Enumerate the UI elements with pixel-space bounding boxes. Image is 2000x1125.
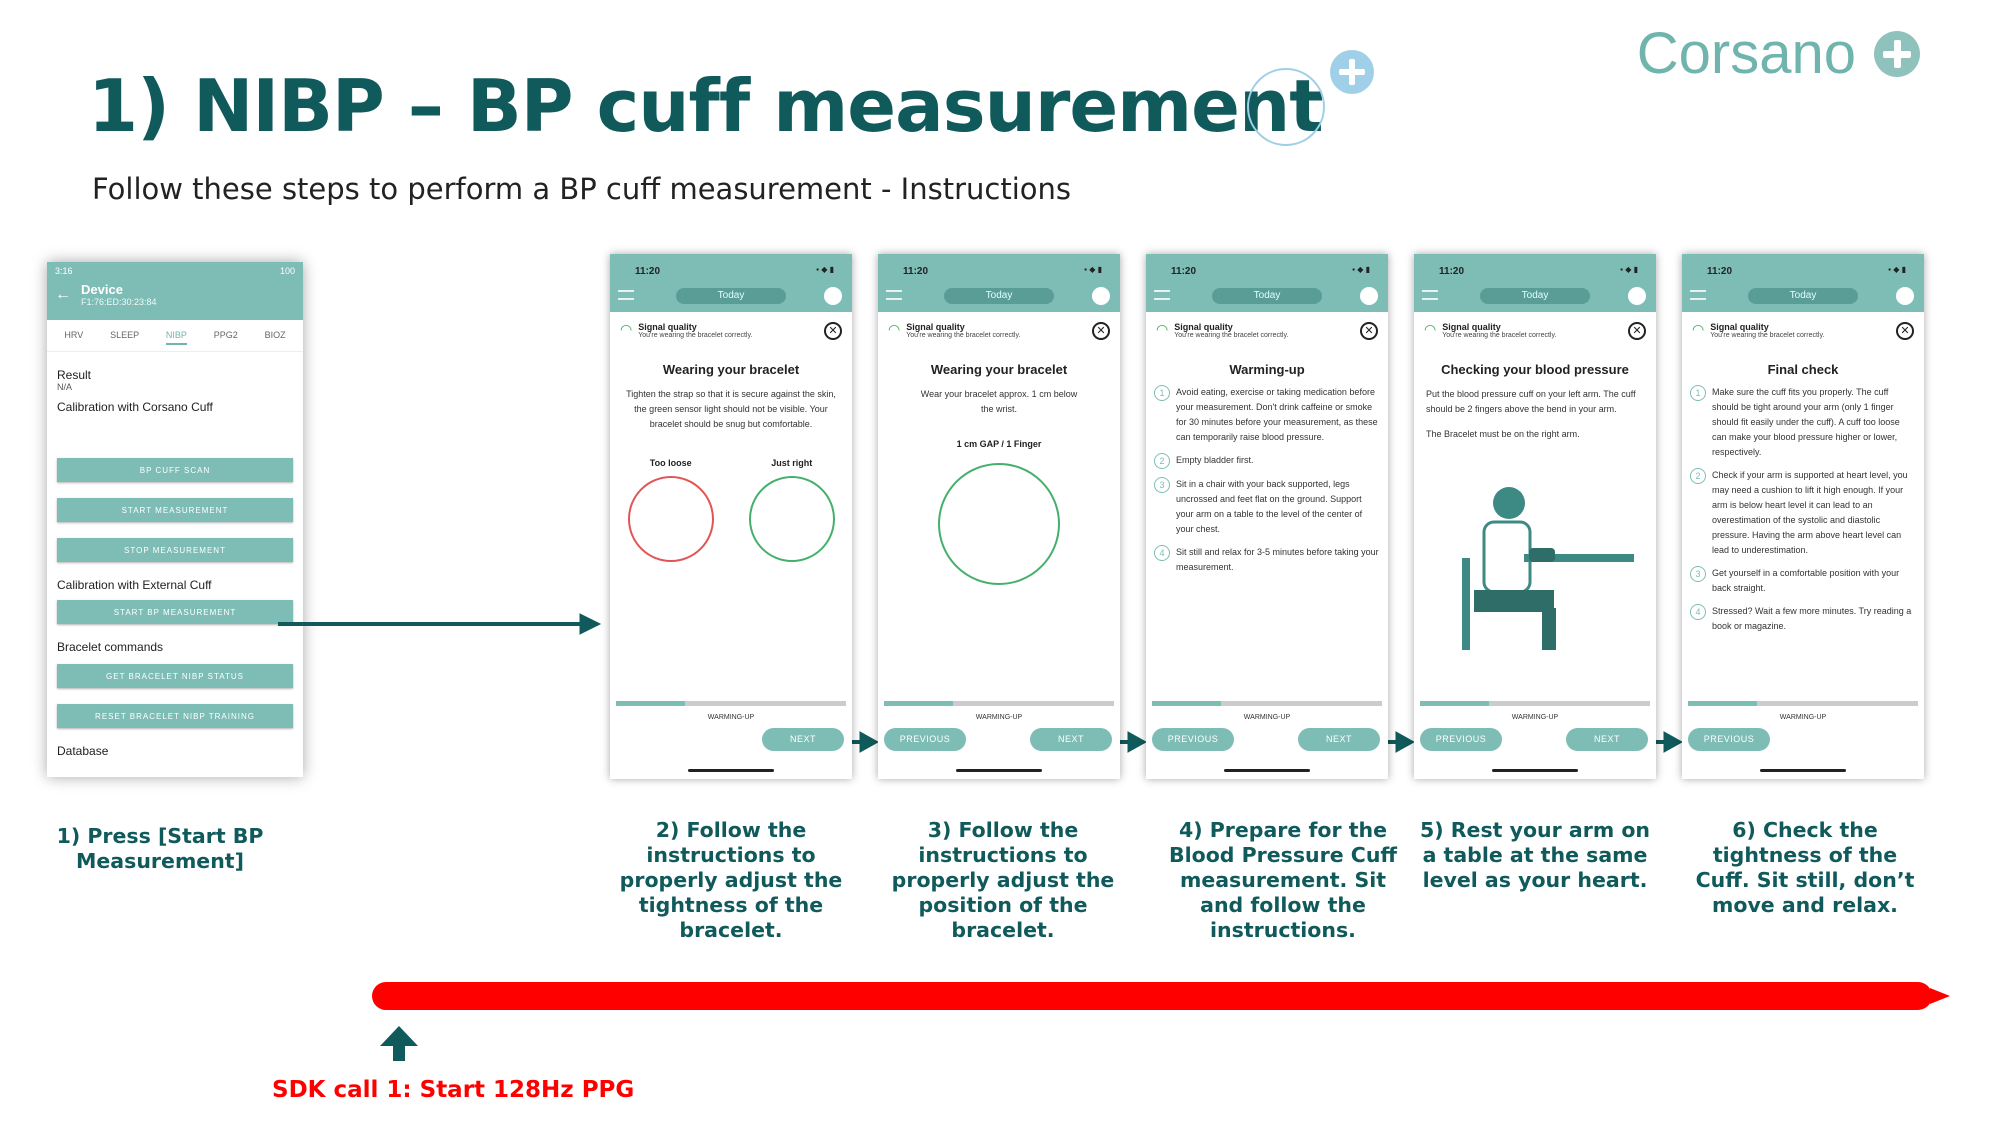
- wifi-icon: ◠: [1424, 321, 1437, 337]
- tab-bioz[interactable]: BIOZ: [264, 330, 286, 340]
- step-text: Sit in a chair with your back supported, legs uncrossed and feet flat on the ground. Support your arm on a table to the level of the center of your chest.: [1176, 479, 1363, 534]
- reset-training-button[interactable]: RESET BRACELET NIBP TRAINING: [57, 704, 293, 728]
- caption-3: 3) Follow the instructions to properly adjust the position of the bracelet.: [891, 818, 1115, 942]
- list-item: [1690, 566, 1916, 596]
- phone-header: [1414, 254, 1656, 312]
- progress-label: WARMING-UP: [1243, 714, 1291, 721]
- menu-icon[interactable]: [1422, 290, 1438, 300]
- next-button[interactable]: NEXT: [1030, 728, 1112, 751]
- previous-button[interactable]: PREVIOUS: [1152, 728, 1234, 751]
- previous-button[interactable]: PREVIOUS: [1688, 728, 1770, 751]
- phone-header: [1682, 254, 1924, 312]
- arrow-2-head: [1128, 732, 1146, 752]
- sq-sub: You're wearing the bracelet correctly.: [1174, 332, 1289, 339]
- result-value: N/A: [57, 382, 73, 392]
- battery-badge: 100: [279, 266, 295, 276]
- step-text: Stressed? Wait a few more minutes. Try reading a book or magazine.: [1712, 606, 1912, 631]
- signal-quality: [610, 312, 852, 340]
- phone-3: [1146, 254, 1388, 779]
- watch-icon[interactable]: [1360, 287, 1378, 305]
- menu-icon[interactable]: [618, 290, 634, 300]
- phone-title: Final check: [1767, 362, 1839, 377]
- phone-header: [1146, 254, 1388, 312]
- previous-button[interactable]: PREVIOUS: [884, 728, 966, 751]
- close-icon[interactable]: ✕: [1092, 322, 1110, 340]
- seated-person-illustration: [1414, 458, 1656, 658]
- phone-header: [610, 254, 852, 312]
- phone-title: Warming-up: [1229, 362, 1305, 377]
- too-loose-image: [628, 476, 714, 562]
- list-item: [1154, 545, 1380, 575]
- just-right-image: [749, 476, 835, 562]
- step-number: 3: [1690, 566, 1706, 582]
- step-text: Avoid eating, exercise or taking medication before your measurement. Don't drink caffeine or smoke for 30 minutes before your measurement, as these can temporarily raise blood pressure.: [1176, 387, 1378, 442]
- progress-bar: [1420, 701, 1650, 706]
- next-button[interactable]: NEXT: [1298, 728, 1380, 751]
- previous-button[interactable]: PREVIOUS: [1420, 728, 1502, 751]
- sq-sub: You're wearing the bracelet correctly.: [1442, 332, 1557, 339]
- home-indicator: [688, 769, 774, 772]
- step-text: Sit still and relax for 3-5 minutes before taking your measurement.: [1176, 547, 1379, 572]
- menu-icon[interactable]: [1154, 290, 1170, 300]
- phone-5: [1682, 254, 1924, 779]
- sq-sub: You're wearing the bracelet correctly.: [638, 332, 753, 339]
- phone-title: Wearing your bracelet: [662, 362, 800, 377]
- home-indicator: [1760, 769, 1846, 772]
- watch-icon[interactable]: [1896, 287, 1914, 305]
- signal-quality: [1682, 312, 1924, 340]
- gap-label: 1 cm GAP / 1 Finger: [956, 439, 1042, 449]
- list-item: [1154, 477, 1380, 537]
- progress-bar: [884, 701, 1114, 706]
- progress-bar: [616, 701, 846, 706]
- signal-quality: [1146, 312, 1388, 340]
- arrow-4-head: [1664, 732, 1682, 752]
- back-arrow-icon[interactable]: ←: [55, 285, 71, 303]
- step-number: 2: [1154, 453, 1170, 469]
- list-item: [1690, 468, 1916, 558]
- arrow-main-head: [580, 614, 600, 634]
- today-selector[interactable]: Today: [1480, 288, 1590, 304]
- progress-bar: [1688, 701, 1918, 706]
- watch-icon[interactable]: [1628, 287, 1646, 305]
- home-indicator: [1224, 769, 1310, 772]
- phone-text-2: The Bracelet must be on the right arm.: [1426, 429, 1580, 439]
- signal-quality: [1414, 312, 1656, 340]
- wifi-icon: ◠: [620, 321, 633, 337]
- progress-fill: [1420, 701, 1489, 706]
- step-number: 2: [1690, 468, 1706, 484]
- phone-time: 11:20: [903, 266, 929, 277]
- step-text: Get yourself in a comfortable position with your back straight.: [1712, 568, 1900, 593]
- today-selector[interactable]: Today: [1212, 288, 1322, 304]
- timeline-bar: [372, 982, 1932, 1010]
- progress-fill: [616, 701, 685, 706]
- today-selector[interactable]: Today: [1748, 288, 1858, 304]
- step-number: 1: [1690, 385, 1706, 401]
- menu-icon[interactable]: [1690, 290, 1706, 300]
- logo-text: Corsano: [1636, 21, 1856, 86]
- progress-fill: [884, 701, 953, 706]
- status-icons: ▪ ◆ ▮: [1888, 265, 1906, 274]
- stop-measurement-button[interactable]: STOP MEASUREMENT: [57, 538, 293, 562]
- wifi-icon: ◠: [1692, 321, 1705, 337]
- step-text: Empty bladder first.: [1176, 455, 1254, 465]
- list-item: [1690, 385, 1916, 460]
- phone-4: [1414, 254, 1656, 779]
- sq-sub: You're wearing the bracelet correctly.: [1710, 332, 1825, 339]
- step-number: 4: [1154, 545, 1170, 561]
- step-number: 1: [1154, 385, 1170, 401]
- phone-time: 11:20: [635, 266, 661, 277]
- sdk-arrow-head: [380, 1026, 418, 1046]
- arrow-1-head: [860, 732, 878, 752]
- close-icon[interactable]: ✕: [824, 322, 842, 340]
- list-item: [1154, 453, 1380, 469]
- watch-icon[interactable]: [1092, 287, 1110, 305]
- step-number: 3: [1154, 477, 1170, 493]
- progress-label: WARMING-UP: [707, 714, 755, 721]
- caption-5: 5) Rest your arm on a table at the same level as your heart.: [1420, 818, 1651, 892]
- sq-title: Signal quality: [638, 322, 697, 332]
- database-label: Database: [57, 744, 109, 758]
- start-measurement-button[interactable]: START MEASUREMENT: [57, 498, 293, 522]
- close-icon[interactable]: ✕: [1628, 322, 1646, 340]
- caption-6: 6) Check the tightness of the Cuff. Sit still, don’t move and relax.: [1695, 818, 1915, 917]
- sq-title: Signal quality: [906, 322, 965, 332]
- status-icons: ▪ ◆ ▮: [1084, 265, 1102, 274]
- phone-text: Put the blood pressure cuff on your left arm. The cuff should be 2 fingers above the bend in your arm.: [1426, 389, 1636, 414]
- caption-2: 2) Follow the instructions to properly adjust the tightness of the bracelet.: [619, 818, 843, 942]
- phone-title: Wearing your bracelet: [930, 362, 1068, 377]
- progress-fill: [1152, 701, 1221, 706]
- phone-time: 11:20: [1171, 266, 1197, 277]
- page-subtitle: Follow these steps to perform a BP cuff measurement - Instructions: [92, 172, 1071, 206]
- steps-list: [1682, 377, 1924, 650]
- close-icon[interactable]: ✕: [1360, 322, 1378, 340]
- progress-label: WARMING-UP: [1511, 714, 1559, 721]
- next-button[interactable]: NEXT: [762, 728, 844, 751]
- tab-sleep[interactable]: SLEEP: [110, 330, 140, 340]
- close-icon[interactable]: ✕: [1896, 322, 1914, 340]
- sdk-call-label: SDK call 1: Start 128Hz PPG: [272, 1077, 635, 1103]
- sq-title: Signal quality: [1442, 322, 1501, 332]
- status-icons: ▪ ◆ ▮: [1620, 265, 1638, 274]
- phone-text: Tighten the strap so that it is secure against the skin, the green sensor light should not be visible. Your bracelet should be snug but comfortable.: [626, 389, 836, 429]
- phone-text: Wear your bracelet approx. 1 cm below the wrist.: [920, 389, 1078, 414]
- just-right-label: Just right: [771, 458, 813, 468]
- status-icons: ▪ ◆ ▮: [1352, 265, 1370, 274]
- result-label: Result: [57, 368, 92, 382]
- tab-hrv[interactable]: HRV: [64, 330, 84, 340]
- too-loose-label: Too loose: [649, 458, 692, 468]
- phone-time: 11:20: [1707, 266, 1733, 277]
- start-bp-measurement-button[interactable]: START BP MEASUREMENT: [57, 600, 293, 624]
- progress-bar: [1152, 701, 1382, 706]
- device-title: Device: [81, 282, 123, 297]
- menu-icon[interactable]: [886, 290, 902, 300]
- watch-icon[interactable]: [824, 287, 842, 305]
- progress-label: WARMING-UP: [975, 714, 1023, 721]
- next-button[interactable]: NEXT: [1566, 728, 1648, 751]
- arrow-3-head: [1396, 732, 1414, 752]
- home-indicator: [956, 769, 1042, 772]
- caption-4: 4) Prepare for the Blood Pressure Cuff measurement. Sit and follow the instructions.: [1168, 818, 1398, 942]
- device-mac: F1:76:ED:30:23:84: [81, 297, 157, 307]
- home-indicator: [1492, 769, 1578, 772]
- wifi-icon: ◠: [1156, 321, 1169, 337]
- bp-cuff-scan-button[interactable]: BP CUFF SCAN: [57, 458, 293, 482]
- step-text: Check if your arm is supported at heart level, you may need a cushion to lift it high enough. If your arm is below heart level it can lead to an overestimation of the systolic and diastolic pressure. Having the arm above heart level can lead to underestimation.: [1712, 470, 1908, 555]
- bracelet-commands-label: Bracelet commands: [57, 640, 164, 654]
- phone-header: [878, 254, 1120, 312]
- phone-time: 11:20: [1439, 266, 1465, 277]
- cal-external-label: Calibration with External Cuff: [57, 578, 212, 592]
- step-number: 4: [1690, 604, 1706, 620]
- tab-ppg2[interactable]: PPG2: [213, 330, 238, 340]
- phone-1: [610, 254, 852, 779]
- status-icons: ▪ ◆ ▮: [816, 265, 834, 274]
- redbar-head: [1930, 988, 1950, 1004]
- sdk-arrow-stem: [393, 1044, 405, 1061]
- phone-2: [878, 254, 1120, 779]
- get-status-button[interactable]: GET BRACELET NIBP STATUS: [57, 664, 293, 688]
- page-title: 1) NIBP – BP cuff measurement: [88, 64, 1323, 148]
- wrist-gap-image: [938, 463, 1060, 585]
- wifi-icon: ◠: [888, 321, 901, 337]
- today-selector[interactable]: Today: [944, 288, 1054, 304]
- step-text: Make sure the cuff fits you properly. The cuff should be tight around your arm (only 1 finger should fit easily under the cuff). A cuff too loose can make your blood pressure higher or lower, respectively.: [1712, 387, 1900, 457]
- status-time: 3:16: [55, 266, 73, 276]
- steps-list: [1146, 377, 1388, 591]
- list-item: [1154, 385, 1380, 445]
- tab-nibp[interactable]: NIBP: [166, 330, 187, 345]
- sq-title: Signal quality: [1710, 322, 1769, 332]
- signal-quality: [878, 312, 1120, 340]
- sq-title: Signal quality: [1174, 322, 1233, 332]
- list-item: [1690, 604, 1916, 634]
- caption-1: 1) Press [Start BP Measurement]: [56, 824, 264, 873]
- today-selector[interactable]: Today: [676, 288, 786, 304]
- progress-fill: [1688, 701, 1757, 706]
- sq-sub: You're wearing the bracelet correctly.: [906, 332, 1021, 339]
- phone-title: Checking your blood pressure: [1441, 362, 1629, 377]
- progress-label: WARMING-UP: [1779, 714, 1827, 721]
- cal-corsano-label: Calibration with Corsano Cuff: [57, 400, 213, 414]
